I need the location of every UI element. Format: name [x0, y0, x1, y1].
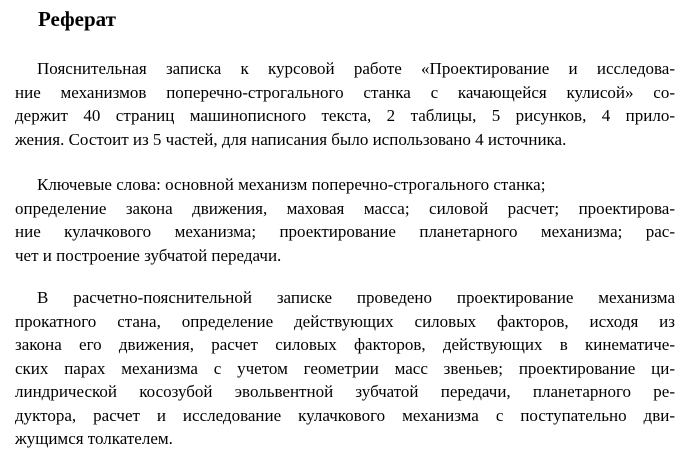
paragraph-line: линдрической косозубой эвольвентной зубчатой передачи, планетарного ре- — [15, 382, 675, 401]
paragraph-line: определение закона движения, маховая масса; силовой расчет; проектирова- — [15, 198, 675, 218]
paragraph-line: чет и построение зубчатой передачи. — [15, 245, 282, 265]
paragraph-line: ние кулачкового механизма; проектирование планетарного механизма; рас- — [15, 222, 675, 241]
paragraph-line: жения. Состоит из 5 частей, для написания было использовано 4 источника. — [15, 129, 567, 149]
paragraph-line: Пояснительная записка к курсовой работе «Проектирование и исследова- — [37, 59, 675, 78]
paragraph-line: ских парах механизма с учетом геометрии масс звеньев; проектирование ци- — [15, 358, 675, 378]
abstract-paragraph-summary — [15, 57, 675, 151]
paragraph-line: жущимся толкателем. — [15, 429, 173, 448]
paragraph-line: прокатного стана, определение действующих силовых факторов, исходя из — [15, 311, 675, 331]
paragraph-line: ние механизмов поперечно-строгального станка с качающейся кулисой» со- — [15, 82, 675, 102]
page-title: Реферат — [38, 7, 116, 31]
abstract-paragraph-content — [15, 286, 675, 451]
paragraph-line: В расчетно-пояснительной записке проведено проектирование механизма — [37, 288, 675, 307]
paragraph-line: закона его движения, расчет силовых факторов, действующих в кинематиче- — [15, 335, 675, 354]
paragraph-line: Ключевые слова: основной механизм поперечно-строгального станка; — [37, 175, 546, 194]
paragraph-line: держит 40 страниц машинописного текста, 2 таблицы, 5 рисунков, 4 прило- — [15, 106, 675, 125]
abstract-paragraph-keywords — [15, 173, 675, 267]
paragraph-line: дуктора, расчет и исследование кулачкового механизма с поступательно дви- — [15, 405, 675, 425]
